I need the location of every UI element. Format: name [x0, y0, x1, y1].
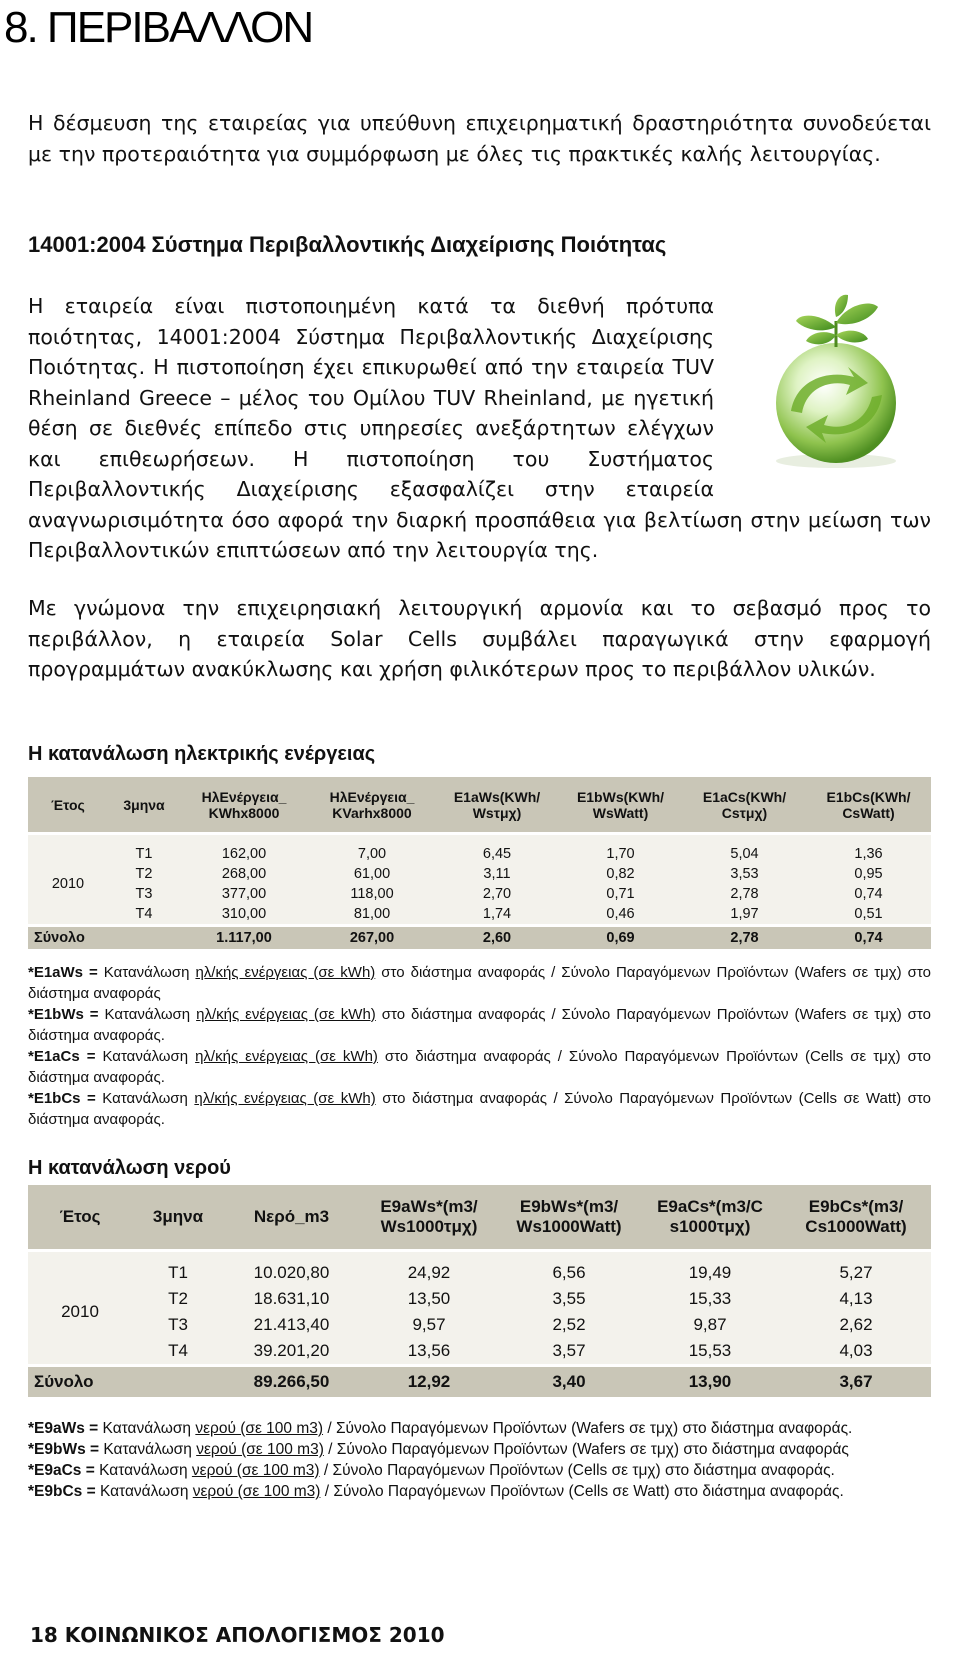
- water-notes: [28, 1418, 931, 1502]
- table-row: [28, 1338, 931, 1366]
- header-cell: E9bCs*(m3/ Cs1000Watt): [781, 1185, 931, 1251]
- header-cell: E1bWs(KWh/ WsWatt): [558, 777, 683, 834]
- certification-block: [28, 291, 931, 566]
- table-cell: 15,33: [639, 1286, 781, 1312]
- total-cell: 267,00: [308, 926, 436, 950]
- table-cell: Τ4: [132, 1338, 224, 1366]
- table-cell: 5,04: [683, 834, 806, 865]
- table-cell: 4,03: [781, 1338, 931, 1366]
- table-cell: 5,27: [781, 1251, 931, 1287]
- header-cell: ΗλΕνέργεια_ KWhx8000: [180, 777, 308, 834]
- table-cell: 162,00: [180, 834, 308, 865]
- total-cell: 0,69: [558, 926, 683, 950]
- table-cell: 24,92: [359, 1251, 499, 1287]
- note-e1acs: *E1aCs = Κατανάλωση ηλ/κής ενέργειας (σε kWh) στο διάστημα αναφοράς / Σύνολο Παραγόμενων Προϊόντων (Cells σε τμχ) στο διάστημα αναφοράς.: [28, 1048, 931, 1086]
- total-cell: 0,74: [806, 926, 931, 950]
- table-cell: 39.201,20: [224, 1338, 359, 1366]
- table-cell: 9,57: [359, 1312, 499, 1338]
- table-cell: Τ1: [132, 1251, 224, 1287]
- table-cell: 13,50: [359, 1286, 499, 1312]
- table-cell: 1,97: [683, 904, 806, 926]
- note-e1bcs: *E1bCs = Κατανάλωση ηλ/κής ενέργειας (σε kWh) στο διάστημα αναφοράς / Σύνολο Παραγόμενων Προϊόντων (Cells σε Watt) στο διάστημα αναφοράς.: [28, 1090, 931, 1128]
- water-title: Η κατανάλωση νερού: [28, 1157, 231, 1179]
- table-cell: 81,00: [308, 904, 436, 926]
- header-cell: E9bWs*(m3/ Ws1000Watt): [499, 1185, 639, 1251]
- table-cell: 118,00: [308, 884, 436, 904]
- table-cell: 0,82: [558, 864, 683, 884]
- table-cell: 310,00: [180, 904, 308, 926]
- table-cell: Τ3: [108, 884, 180, 904]
- green-globe-plant-icon: [736, 291, 931, 471]
- year-cell: 2010: [28, 1251, 132, 1366]
- table-cell: Τ3: [132, 1312, 224, 1338]
- certification-text: Η εταιρεία είναι πιστοποιημένη κατά τα διεθνή πρότυπα ποιότητας, 14001:2004 Σύστημα Περιβαλλοντικής Διαχείρισης Ποιότητας. Η πιστοποίηση έχει επικυρωθεί από την εταιρεία TUV Rheinland Greece – μέλος του Ομίλου TUV Rheinland, με ηγετική θέση σε διεθνές επίπεδο στις υπηρεσίες ανεξάρτητων ελέγχων και επιθεωρήσεων. Η πιστοποίηση του Συστήματος Περιβαλλοντικής Διαχείρισης εξασφαλίζει στην εταιρεία αναγνωρισιμότητα όσο αφορά την διαρκή προσπάθεια για βελτίωση στην μείωση των Περιβαλλοντικών επιπτώσεων από την λειτουργία της.: [28, 294, 931, 562]
- table-cell: 1,74: [436, 904, 558, 926]
- table-cell: 3,53: [683, 864, 806, 884]
- table-row: [28, 1286, 931, 1312]
- table-cell: Τ4: [108, 904, 180, 926]
- table-cell: 377,00: [180, 884, 308, 904]
- table-cell: 3,57: [499, 1338, 639, 1366]
- header-cell: 3μηνα: [108, 777, 180, 834]
- table-cell: 2,52: [499, 1312, 639, 1338]
- table-cell: 18.631,10: [224, 1286, 359, 1312]
- total-cell: 1.117,00: [180, 926, 308, 950]
- note-e9acs: *E9aCs = Κατανάλωση νερού (σε 100 m3) / Σύνολο Παραγόμενων Προϊόντων (Cells σε τμχ) στο διάστημα αναφοράς.: [28, 1462, 835, 1479]
- table-header-row: [28, 1185, 931, 1251]
- table-cell: 2,62: [781, 1312, 931, 1338]
- table-cell: 6,45: [436, 834, 558, 865]
- electricity-title: Η κατανάλωση ηλεκτρικής ενέργειας: [28, 743, 376, 765]
- total-cell: 89.266,50: [224, 1366, 359, 1398]
- table-cell: 2,70: [436, 884, 558, 904]
- note-e1bws: *E1bWs = Κατανάλωση ηλ/κής ενέργειας (σε kWh) στο διάστημα αναφοράς / Σύνολο Παραγόμενων Προϊόντων (Wafers σε τμχ) στο διάστημα αναφοράς.: [28, 1006, 931, 1044]
- table-cell: 0,71: [558, 884, 683, 904]
- table-cell: 0,95: [806, 864, 931, 884]
- year-cell: 2010: [28, 834, 108, 926]
- total-row: [28, 1366, 931, 1398]
- note-e1aws: *E1aWs = Κατανάλωση ηλ/κής ενέργειας (σε kWh) στο διάστημα αναφοράς / Σύνολο Παραγόμενων Προϊόντων (Wafers σε τμχ) στο διάστημα αναφοράς: [28, 964, 931, 1002]
- table-row: [28, 864, 931, 884]
- table-row: [28, 834, 931, 865]
- intro-paragraph: Η δέσμευση της εταιρείας για υπεύθυνη επιχειρηματική δραστηριότητα συνοδεύεται με την προτεραιότητα για συμμόρφωση με όλες τις πρακτικές καλής λειτουργίας.: [28, 111, 931, 166]
- total-row: [28, 926, 931, 950]
- total-cell: 13,90: [639, 1366, 781, 1398]
- total-cell: 3,67: [781, 1366, 931, 1398]
- total-cell: 2,78: [683, 926, 806, 950]
- table-header-row: [28, 777, 931, 834]
- table-cell: 9,87: [639, 1312, 781, 1338]
- table-cell: 6,56: [499, 1251, 639, 1287]
- header-cell: Έτος: [28, 777, 108, 834]
- note-e9bcs: *E9bCs = Κατανάλωση νερού (σε 100 m3) / Σύνολο Παραγόμενων Προϊόντων (Cells σε Watt) στο διάστημα αναφοράς.: [28, 1483, 844, 1500]
- table-cell: 7,00: [308, 834, 436, 865]
- header-cell: E1bCs(KWh/ CsWatt): [806, 777, 931, 834]
- header-cell: E9aCs*(m3/C s1000τμχ): [639, 1185, 781, 1251]
- total-label: Σύνολο: [28, 926, 180, 950]
- table-cell: 3,11: [436, 864, 558, 884]
- total-label: Σύνολο: [28, 1366, 224, 1398]
- recycling-paragraph: Με γνώμονα την επιχειρησιακή λειτουργική αρμονία και το σεβασμό προς το περιβάλλον, η εταιρεία Solar Cells συμβάλει παραγωγικά στην εφαρμογή προγραμμάτων ανακύκλωσης και χρήση φιλικότερων προς το περιβάλλον υλικών.: [28, 596, 931, 681]
- water-table: [28, 1185, 931, 1397]
- table-cell: 10.020,80: [224, 1251, 359, 1287]
- electricity-notes: [28, 962, 931, 1130]
- table-row: [28, 1251, 931, 1287]
- table-cell: Τ1: [108, 834, 180, 865]
- table-cell: 3,55: [499, 1286, 639, 1312]
- table-cell: 0,51: [806, 904, 931, 926]
- table-cell: Τ2: [108, 864, 180, 884]
- table-cell: 1,36: [806, 834, 931, 865]
- table-cell: 15,53: [639, 1338, 781, 1366]
- header-cell: E1aWs(KWh/ Wsτμχ): [436, 777, 558, 834]
- header-cell: Έτος: [28, 1185, 132, 1251]
- table-cell: 21.413,40: [224, 1312, 359, 1338]
- page-footer: 18 ΚΟΙΝΩΝΙΚΟΣ ΑΠΟΛΟΓΙΣΜΟΣ 2010: [30, 1623, 445, 1647]
- table-cell: 0,74: [806, 884, 931, 904]
- page-heading: 8. ΠΕΡΙΒΑΛΛΟΝ: [4, 3, 313, 52]
- table-cell: 1,70: [558, 834, 683, 865]
- table-row: [28, 884, 931, 904]
- table-cell: 2,78: [683, 884, 806, 904]
- header-cell: Νερό_m3: [224, 1185, 359, 1251]
- table-cell: 4,13: [781, 1286, 931, 1312]
- note-e9bws: *E9bWs = Κατανάλωση νερού (σε 100 m3) / Σύνολο Παραγόμενων Προϊόντων (Wafers σε τμχ) στο διάστημα αναφοράς: [28, 1441, 849, 1458]
- total-cell: 3,40: [499, 1366, 639, 1398]
- table-row: [28, 904, 931, 926]
- table-cell: 268,00: [180, 864, 308, 884]
- header-cell: E9aWs*(m3/ Ws1000τμχ): [359, 1185, 499, 1251]
- total-cell: 2,60: [436, 926, 558, 950]
- table-cell: 19,49: [639, 1251, 781, 1287]
- header-cell: E1aCs(KWh/ Csτμχ): [683, 777, 806, 834]
- note-e9aws: *E9aWs = Κατανάλωση νερού (σε 100 m3) / Σύνολο Παραγόμενων Προϊόντων (Wafers σε τμχ) στο διάστημα αναφοράς.: [28, 1420, 853, 1437]
- header-cell: ΗλΕνέργεια_ KVarhx8000: [308, 777, 436, 834]
- table-cell: 0,46: [558, 904, 683, 926]
- table-cell: 13,56: [359, 1338, 499, 1366]
- table-cell: Τ2: [132, 1286, 224, 1312]
- total-cell: 12,92: [359, 1366, 499, 1398]
- table-cell: 61,00: [308, 864, 436, 884]
- table-row: [28, 1312, 931, 1338]
- header-cell: 3μηνα: [132, 1185, 224, 1251]
- certification-title: 14001:2004 Σύστημα Περιβαλλοντικής Διαχείρισης Ποιότητας: [28, 232, 667, 257]
- electricity-table: [28, 777, 931, 949]
